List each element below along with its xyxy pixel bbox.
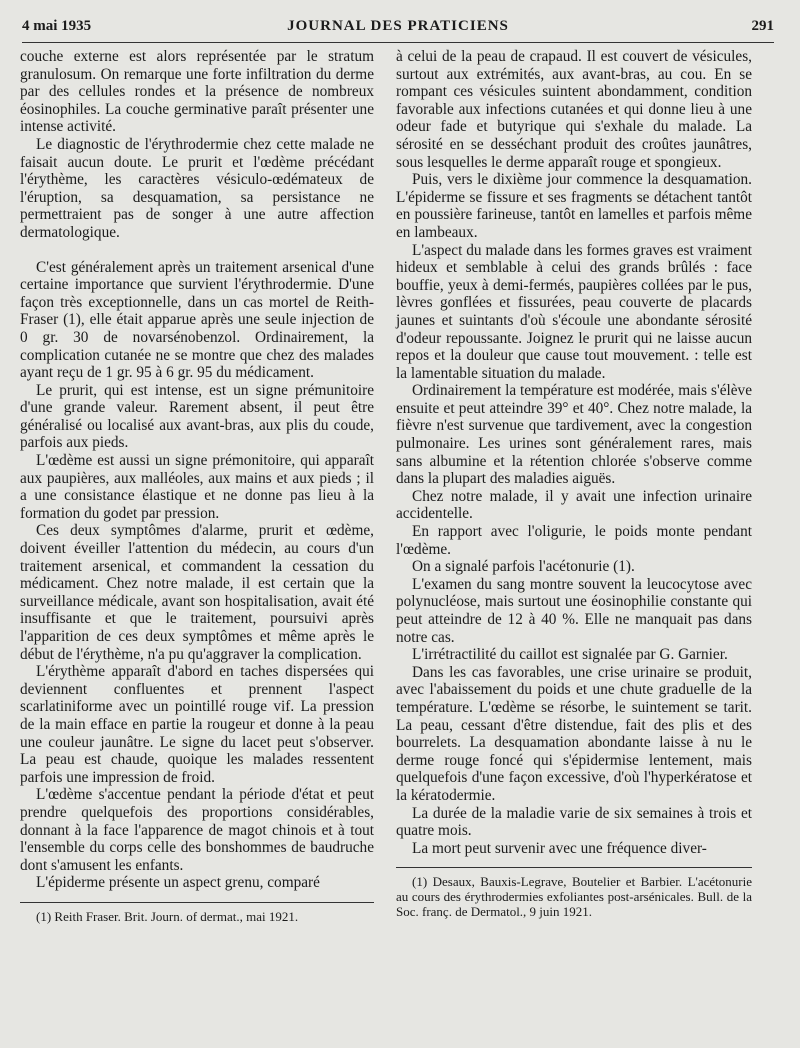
paragraph: L'épiderme présente un aspect grenu, comparé [36, 874, 320, 892]
paragraph: En rapport avec l'oligurie, le poids monte pendant l'œdème. [396, 523, 752, 558]
footnote: (1) Reith Fraser. Brit. Journ. of dermat., mai 1921. [36, 908, 299, 924]
paragraph: L'œdème est aussi un signe prémonitoire, qui apparaît aux paupières, aux malléoles, aux mains et aux pieds ; il a une consistance élastique et ne donne pas lieu à la formation du godet par pression. [20, 452, 374, 522]
paragraph: couche externe est alors représentée par le stratum granulosum. On remarque une forte infiltration du derme par des cellules rondes et la présence de nombreux éosinophiles. La couche germinative paraît présenter une intense activité. [20, 48, 374, 136]
paragraph: L'irrétractilité du caillot est signalée par G. Garnier. [412, 646, 728, 664]
page-number: 291 [751, 18, 774, 34]
paragraph: à celui de la peau de crapaud. Il est couvert de vésicules, surtout aux extrémités, aux avant-bras, au cou. En se rompant ces vésicules suintent abondamment, condition favorable aux infections cutanées et qui donne lieu à une odeur fade et butyrique qui s'exhale du malade. La sérosité en se desséchant produit des croûtes jaunâtres, sous lesquelles le derme apparaît rouge et spongieux. [396, 48, 752, 171]
paragraph: Ordinairement la température est modérée, mais s'élève ensuite et peut atteindre 39° et 40°. Chez notre malade, la fièvre n'est survenue que tardivement, avec la congestion pulmonaire. Les urines sont généralement rares, mais sans albumine et la rétention chlorée s'observe comme dans la plupart des maladies aiguës. [396, 382, 752, 488]
paragraph: Puis, vers le dixième jour commence la desquamation. L'épiderme se fissure et ses fragments se détachent tantôt en poussière farineuse, tantôt en lamelles et parfois même en lambeaux. [396, 171, 752, 241]
paragraph: Dans les cas favorables, une crise urinaire se produit, avec l'abaissement du poids et une chute graduelle de la température. L'œdème se résorbe, le suintement se tarit. La peau, cessant d'être distendue, fait des plis et des bourrelets. La desquamation abondante laisse à nu le derme rouge foncé qui s'épidermise lentement, mais quelquefois d'une façon excessive, d'où l'hyperkératose et la kératodermie. [396, 663, 752, 804]
paragraph: On a signalé parfois l'acétonurie (1). [412, 558, 635, 576]
footnote-divider [396, 867, 752, 868]
paragraph: La durée de la maladie varie de six semaines à trois et quatre mois. [396, 804, 752, 840]
paragraph: Le prurit, qui est intense, est un signe prémunitoire d'une grande valeur. Rarement absent, il peut être généralisé ou localisé aux avant-bras, aux plis du coude, parfois aux pieds. [20, 381, 374, 452]
issue-date: 4 mai 1935 [22, 18, 92, 34]
paragraph: C'est généralement après un traitement arsenical d'une certaine importance que survient l'érythrodermie. D'une façon très exceptionnelle, dans un cas mortel de Reith-Fraser (1), elle était apparue après une seule injection de 0 gr. 30 de novarsénobenzol. Ordinairement, la complication cutanée ne se montre que chez des malades ayant reçu de 1 gr. 95 à 6 gr. 95 du médicament. [20, 258, 374, 382]
paragraph: Chez notre malade, il y avait une infection urinaire accidentelle. [396, 487, 752, 523]
paragraph: L'œdème s'accentue pendant la période d'état et peut prendre quelquefois des proportions considérables, donnant à la face l'apparence de magot chinois et à tout l'ensemble du corps celle des bonshommes de baudruche dont s'amusent les enfants. [20, 786, 374, 874]
journal-title: JOURNAL DES PRATICIENS [287, 18, 509, 34]
left-column [20, 48, 374, 924]
paragraph: L'aspect du malade dans les formes graves est vraiment hideux et semblable à celui des grands brûlés : face bouffie, yeux à demi-fermés, paupières collées par le pus, lèvres gonflées et fissurées, peau couverte de placards jaunes et suintants d'où s'écoule une abondante sérosité d'odeur repoussante. Joignez le prurit qui ne laisse aucun repos et la douleur que cause tout mouvement. : telle est la lamentable situation du malade. [396, 241, 752, 382]
footnote: (1) Desaux, Bauxis-Legrave, Boutelier et Barbier. L'acétonurie au cours des érythrodermies exfoliantes post-arsénicales. Bull. de la Soc. franç. de Dermatol., 9 juin 1921. [396, 874, 752, 920]
paragraph: Ces deux symptômes d'alarme, prurit et œdème, doivent éveiller l'attention du médecin, au cours d'un traitement arsenical, et commandent la cessation du médicament. Chez notre malade, il est certain que la surveillance médicale, avant son hospitalisation, avait été insuffisante et que le traitement, poursuivi après l'apparition de ces deux symptômes et même après le début de l'érythème, n'a pu qu'aggraver la complication. [20, 522, 374, 663]
right-column [396, 48, 752, 919]
paragraph: Le diagnostic de l'érythrodermie chez cette malade ne faisait aucun doute. Le prurit et l'œdème précédant l'érythème, les caractères vésiculo-œdémateux de l'éruption, sa desquamation, sa persistance ne permettraient pas de songer à une autre affection dermatologique. [20, 135, 374, 241]
page-header [22, 14, 774, 43]
paragraph: L'érythème apparaît d'abord en taches dispersées qui deviennent confluentes et prennent l'aspect scarlatiniforme avec un pointillé rouge vif. La pression de la main efface en partie la rougeur et donne à la peau une couleur jaunâtre. Le signe du lacet peut s'observer. La peau est chaude, quoique les malades ressentent parfois une impression de froid. [20, 663, 374, 786]
paragraph: L'examen du sang montre souvent la leucocytose avec polynucléose, mais surtout une éosinophilie constante qui peut atteindre de 12 à 40 %. Elle ne manquait pas dans notre cas. [396, 575, 752, 646]
paragraph: La mort peut survenir avec une fréquence diver- [412, 839, 707, 857]
footnote-divider [20, 902, 374, 903]
